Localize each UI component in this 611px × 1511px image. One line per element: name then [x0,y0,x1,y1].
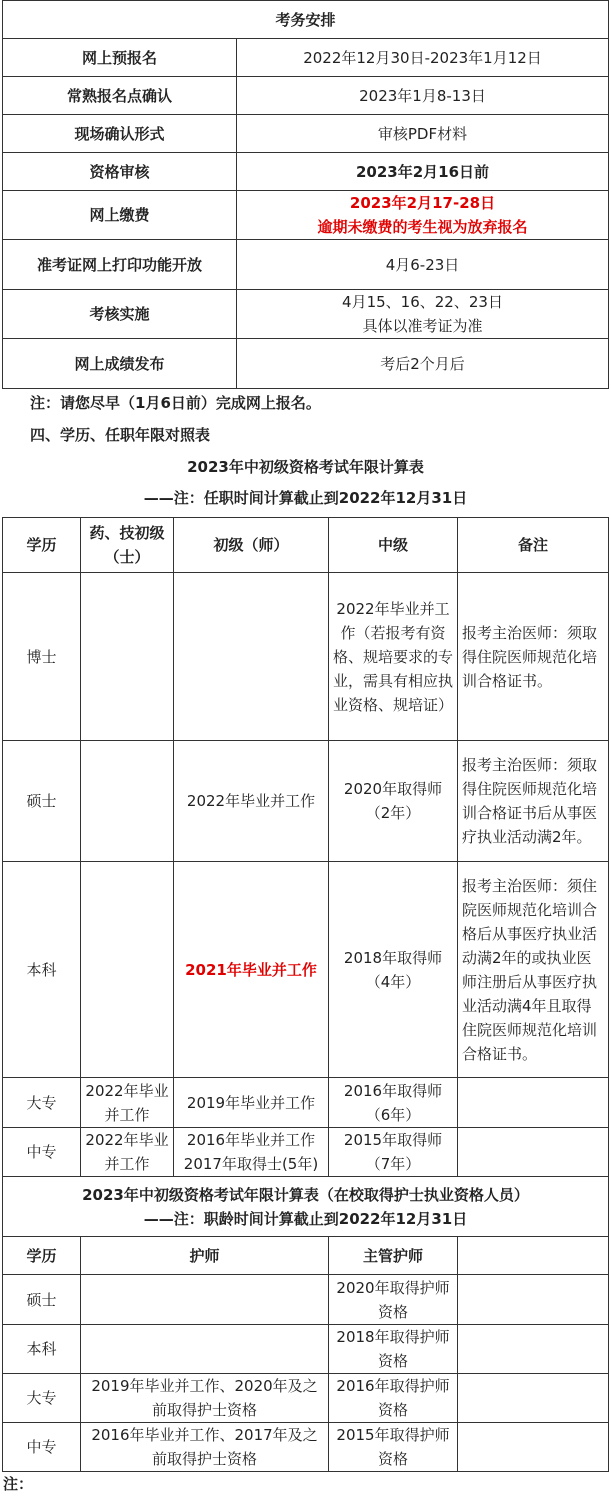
cell: 2016年取得护师资格 [329,1374,458,1423]
footer-note: 注： [3,1475,34,1493]
remark-cell: 报考主治医师：须取得住院医师规范化培训合格证书。 [458,573,609,741]
empty-cell [458,1275,609,1325]
schedule-table [2,0,609,389]
row-value: 2023年2月16日前 [237,153,609,191]
exam-dates: 4月15、16、22、23日 [342,293,503,311]
empty-cell [458,1374,609,1423]
table3-subtitle: ——注：职龄时间计算截止到2022年12月31日 [143,1209,468,1228]
remark-cell [458,1128,609,1177]
exam-dates-note: 具体以准考证为准 [362,317,483,335]
edu-cell: 本科 [3,1325,81,1374]
table2-subtitle: ——注：任职时间计算截止到2022年12月31日 [143,489,468,507]
cell: 2019年毕业并工作、2020年及之前取得护士资格 [81,1374,329,1423]
cell: 2018年取得师（4年） [329,862,458,1078]
row-label: 网上成绩发布 [3,339,237,389]
col-header: 初级（师） [174,518,329,573]
cell: 2018年取得护师资格 [329,1325,458,1374]
edu-cell: 本科 [3,862,81,1078]
cell-line: 2017年取得士(5年) [183,1155,319,1173]
edu-cell: 中专 [3,1128,81,1177]
row-label: 网上预报名 [3,39,237,77]
edu-cell: 中专 [3,1423,81,1472]
cell [174,1128,329,1177]
row-value: 考后2个月后 [237,339,609,389]
cell [81,1275,329,1325]
col-header: 中级 [329,518,458,573]
schedule-title: 考务安排 [3,1,609,39]
remark-cell: 报考主治医师：须住院医师规范化培训合格后从事医疗执业活动满2年的或执业医师注册后从事医疗执业活动满4年且取得住院医师规范化培训合格证书。 [458,862,609,1078]
cell: 2022年毕业并工作 [81,1128,174,1177]
cell: 2016年毕业并工作、2017年及之前取得护士资格 [81,1423,329,1472]
row-label: 资格审核 [3,153,237,191]
empty-cell [458,1325,609,1374]
row-value: 2023年1月8-13日 [237,77,609,115]
cell: 2020年取得师（2年） [329,741,458,862]
row-value: 2022年12月30日-2023年1月12日 [237,39,609,77]
row-value: 4月6-23日 [237,240,609,290]
cell [174,573,329,741]
col-header: 药、技初级（士） [81,518,174,573]
registration-note: 注：请您尽早（1月6日前）完成网上报名。 [30,394,321,412]
section-heading: 四、学历、任职年限对照表 [30,426,211,444]
empty-cell [458,1423,609,1472]
row-label: 网上缴费 [3,191,237,240]
col-header: 学历 [3,1237,81,1275]
edu-cell: 大专 [3,1374,81,1423]
col-header: 护师 [81,1237,329,1275]
cell-line: 2016年毕业并工作 [186,1131,316,1149]
cell: 2016年取得师（6年） [329,1078,458,1128]
edu-cell: 博士 [3,573,81,741]
cell: 2022年毕业并工作（若报考有资格、规培要求的专业，需具有相应执业资格、规培证） [329,573,458,741]
row-value [237,191,609,240]
row-label: 常熟报名点确认 [3,77,237,115]
remark-cell [458,1078,609,1128]
cell: 2015年取得师（7年） [329,1128,458,1177]
highlight-cell: 2021年毕业并工作 [174,862,329,1078]
nurse-table [2,1236,609,1472]
table3-heading [3,1177,609,1237]
cell [81,741,174,862]
row-label: 现场确认形式 [3,115,237,153]
cell [81,573,174,741]
payment-warning: 逾期未缴费的考生视为放弃报名 [317,218,528,236]
cell: 2020年取得护师资格 [329,1275,458,1325]
edu-cell: 大专 [3,1078,81,1128]
row-value [237,290,609,339]
empty-cell [458,1237,609,1275]
row-label: 准考证网上打印功能开放 [3,240,237,290]
cell: 2019年毕业并工作 [174,1078,329,1128]
cell: 2022年毕业并工作 [81,1078,174,1128]
row-label: 考核实施 [3,290,237,339]
payment-dates: 2023年2月17-28日 [349,194,496,212]
cell [81,862,174,1078]
edu-cell: 硕士 [3,741,81,862]
remark-cell: 报考主治医师：须取得住院医师规范化培训合格证书后从事医疗执业活动满2年。 [458,741,609,862]
row-value: 审核PDF材料 [237,115,609,153]
cell [81,1325,329,1374]
edu-cell: 硕士 [3,1275,81,1325]
cell: 2015年取得护师资格 [329,1423,458,1472]
col-header: 学历 [3,518,81,573]
col-header: 备注 [458,518,609,573]
years-table [2,517,609,1237]
col-header: 主管护师 [329,1237,458,1275]
table3-title: 2023年中初级资格考试年限计算表（在校取得护士执业资格人员） [82,1185,529,1204]
table2-title: 2023年中初级资格考试年限计算表 [187,458,424,476]
cell: 2022年毕业并工作 [174,741,329,862]
